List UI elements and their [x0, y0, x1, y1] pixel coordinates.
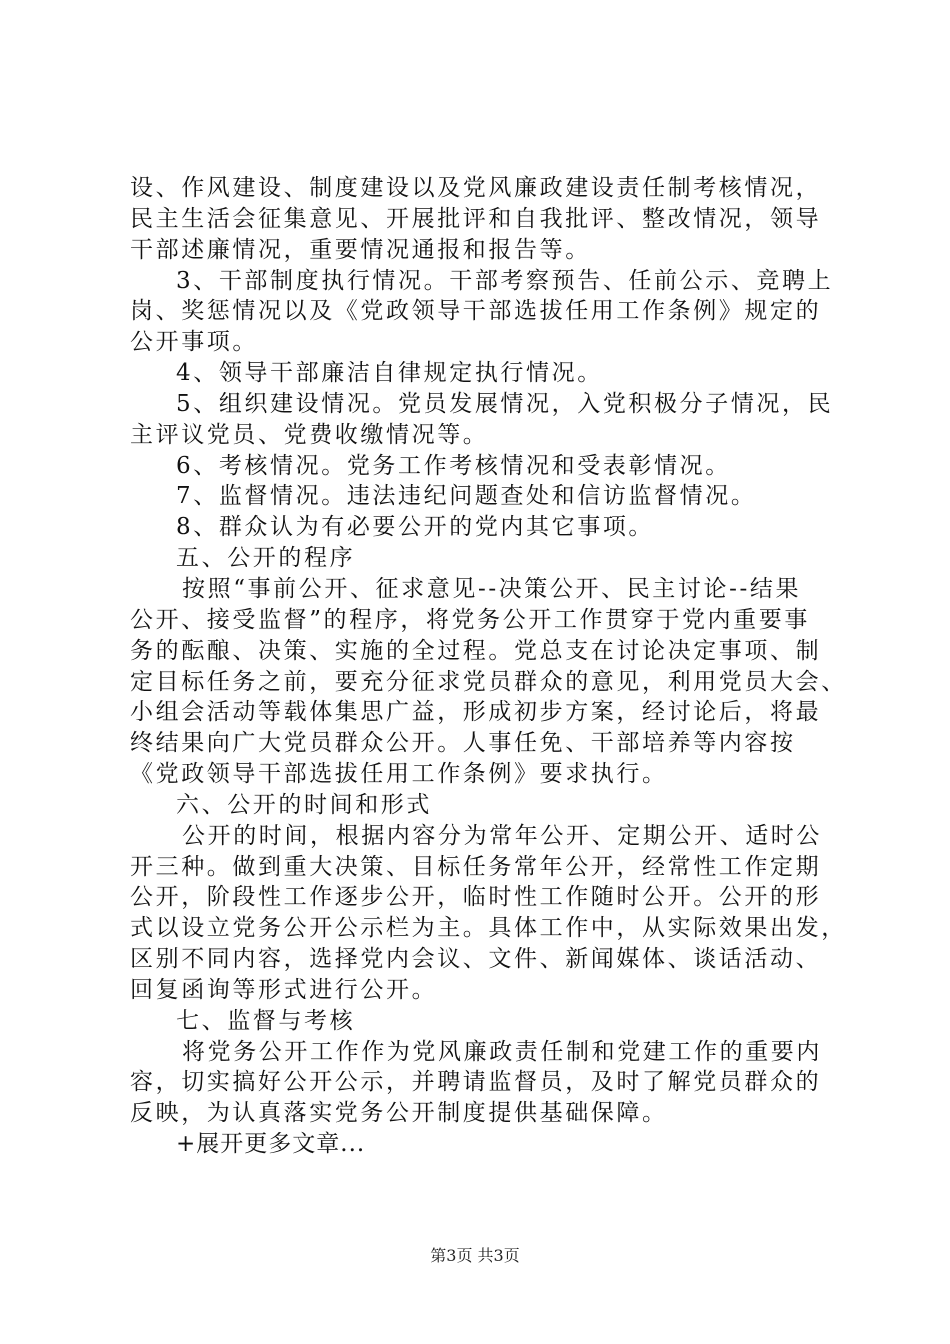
text-line: 干部述廉情况，重要情况通报和报告等。	[130, 236, 591, 263]
text-line: 公开、接受监督”的程序，将党务公开工作贯穿于党内重要事	[130, 606, 810, 633]
section-heading: 六、公开的时间和形式	[176, 791, 432, 818]
text-line: 开三种。做到重大决策、目标任务常年公开，经常性工作定期	[130, 853, 822, 880]
text-line: 4、领导干部廉洁自律规定执行情况。	[176, 360, 603, 387]
text-line: 按照“事前公开、征求意见--决策公开、民主讨论--结果	[182, 575, 802, 602]
text-line: 公开的时间，根据内容分为常年公开、定期公开、适时公	[182, 822, 822, 849]
text-line: 公开事项。	[130, 329, 258, 356]
expand-more-link[interactable]: +展开更多文章...	[176, 1131, 366, 1158]
text-line: 容，切实搞好公开公示，并聘请监督员，及时了解党员群众的	[130, 1069, 822, 1096]
text-line: 式以设立党务公开公示栏为主。具体工作中，从实际效果出发，	[130, 915, 847, 942]
text-line: 《党政领导干部选拔任用工作条例》要求执行。	[130, 761, 668, 788]
text-line: 3、干部制度执行情况。干部考察预告、任前公示、竞聘上	[176, 267, 834, 294]
section-heading: 五、公开的程序	[176, 545, 356, 572]
text-line: 务的酝酿、决策、实施的全过程。党总支在讨论决定事项、制	[130, 637, 822, 664]
text-line: 公开，阶段性工作逐步公开，临时性工作随时公开。公开的形	[130, 884, 822, 911]
text-line: 岗、奖惩情况以及《党政领导干部选拔任用工作条例》规定的	[130, 298, 822, 325]
text-line: 反映，为认真落实党务公开制度提供基础保障。	[130, 1100, 668, 1127]
text-line: 8、群众认为有必要公开的党内其它事项。	[176, 514, 655, 541]
text-line: 主评议党员、党费收缴情况等。	[130, 421, 489, 448]
text-line: 7、监督情况。违法违纪问题查处和信访监督情况。	[176, 483, 757, 510]
text-line: 终结果向广大党员群众公开。人事任免、干部培养等内容按	[130, 730, 796, 757]
text-line: 小组会活动等载体集思广益，形成初步方案，经讨论后，将最	[130, 699, 822, 726]
section-heading: 七、监督与考核	[176, 1007, 356, 1034]
text-line: 6、考核情况。党务工作考核情况和受表彰情况。	[176, 452, 731, 479]
text-line: 民主生活会征集意见、开展批评和自我批评、整改情况，领导	[130, 205, 822, 232]
text-line: 定目标任务之前，要充分征求党员群众的意见，利用党员大会、	[130, 668, 847, 695]
text-line: 5、组织建设情况。党员发展情况，入党积极分子情况，民	[176, 390, 834, 417]
page-footer: 第3页 共3页	[430, 1246, 520, 1265]
document-body	[130, 173, 860, 1160]
text-line: 设、作风建设、制度建设以及党风廉政建设责任制考核情况，	[130, 175, 822, 201]
text-line: 将党务公开工作作为党风廉政责任制和党建工作的重要内	[182, 1038, 822, 1065]
text-line: 回复函询等形式进行公开。	[130, 976, 438, 1003]
text-line: 区别不同内容，选择党内会议、文件、新闻媒体、谈话活动、	[130, 946, 822, 973]
